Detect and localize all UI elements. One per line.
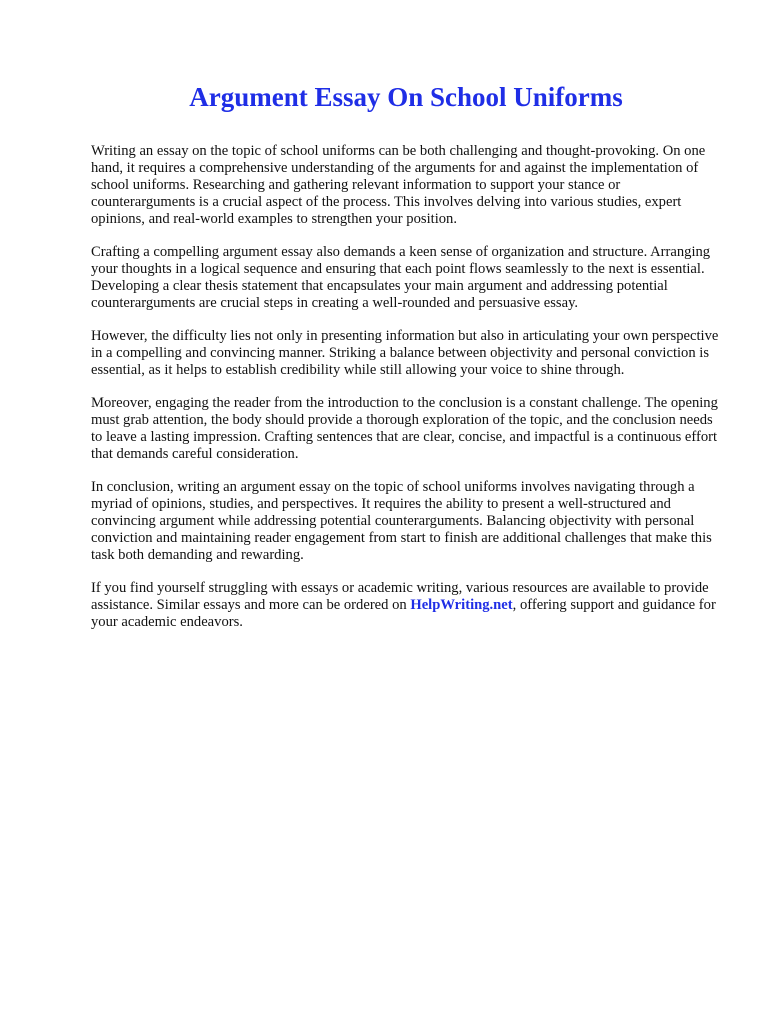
closing-text-before-link: If you find yourself struggling with essays or academic writing, various resources are available to provide assistance. Similar essays and more can be ordered on: [91, 580, 709, 613]
paragraph-4: Moreover, engaging the reader from the introduction to the conclusion is a constant challenge. The opening must grab attention, the body should provide a thorough exploration of the topic, and the conclusion needs to leave a lasting impression. Crafting sentences that are clear, concise, and impactful is a continuous effort that demands careful consideration.: [91, 395, 718, 462]
helpwriting-link[interactable]: HelpWriting.net: [410, 597, 513, 613]
paragraph-3: However, the difficulty lies not only in presenting information but also in articulating your own perspective in a compelling and convincing manner. Striking a balance between objectivity and personal conviction is essential, as it helps to establish credibility while still allowing your voice to shine through.: [91, 328, 719, 378]
closing-text-after-link: , offering support and guidance for your academic endeavors.: [91, 597, 716, 630]
document-title: Argument Essay On School Uniforms: [189, 82, 623, 112]
closing-paragraph: [91, 580, 721, 631]
paragraph-2: Crafting a compelling argument essay also demands a keen sense of organization and structure. Arranging your thoughts in a logical sequence and ensuring that each point flows seamlessly to the next is essential. Developing a clear thesis statement that encapsulates your main argument and addressing potential counterarguments are crucial steps in creating a well-rounded and persuasive essay.: [91, 244, 711, 311]
document-body: [91, 143, 721, 647]
paragraph-5: In conclusion, writing an argument essay on the topic of school uniforms involves navigating through a myriad of opinions, studies, and perspectives. It requires the ability to present a well-structured and convincing argument while addressing potential counterarguments. Balancing objectivity with personal conviction and maintaining reader engagement from start to finish are additional challenges that make this task both demanding and rewarding.: [91, 479, 712, 563]
paragraph-1: Writing an essay on the topic of school uniforms can be both challenging and thought-provoking. On one hand, it requires a comprehensive understanding of the arguments for and against the implementation of school uniforms. Researching and gathering relevant information to support your stance or counterarguments is a crucial aspect of the process. This involves delving into various studies, expert opinions, and real-world examples to strengthen your position.: [91, 143, 706, 227]
